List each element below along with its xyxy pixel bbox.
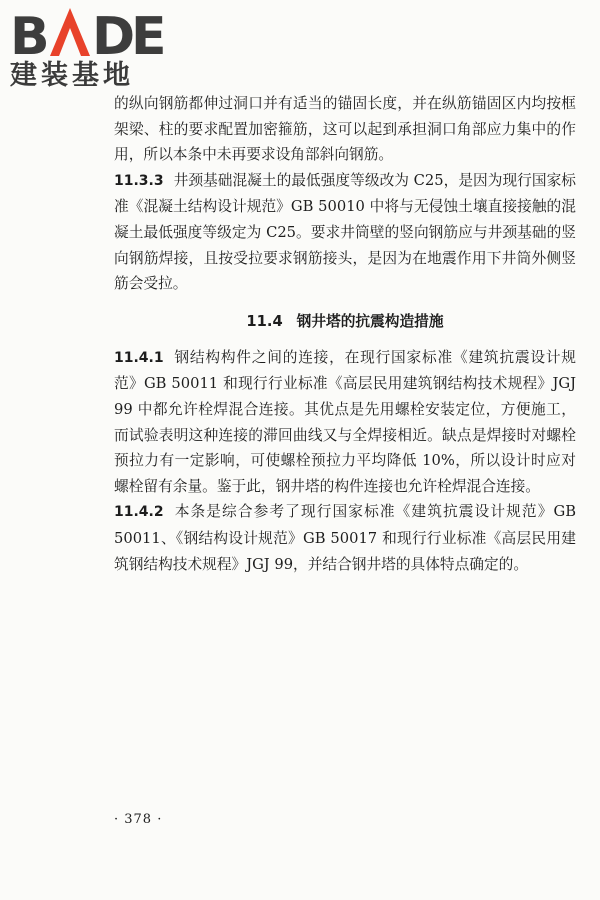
section-heading — [114, 309, 576, 335]
clause-number: 11.3.3 — [114, 172, 164, 189]
svg-text:D: D — [92, 7, 135, 60]
logo-brand-glyphs — [10, 6, 180, 60]
clause-11-4-1 — [114, 345, 576, 500]
clause-number: 11.4.1 — [114, 349, 164, 366]
clause-text: 井颈基础混凝土的最低强度等级改为 C25，是因为现行国家标准《混凝土结构设计规范》GB 50010 中将与无侵蚀土壤直接接触的混凝土最低强度等级定为 C25。要求井筒壁的竖向钢筋应与井颈基础的竖向钢筋焊接，且按受拉要求钢筋接头，是因为在地震作用下井筒外侧竖筋会受拉。 — [114, 171, 576, 293]
clause-text: 钢结构构件之间的连接，在现行国家标准《建筑抗震设计规范》GB 50011 和现行行业标准《高层民用建筑钢结构技术规程》JGJ 99 中都允许栓焊混合连接。其优点是先用螺栓安装定位，方便施工，而试验表明这种连接的滞回曲线又与全焊接相近。缺点是焊接时对螺栓预拉力有一定影响，可使螺栓预拉力平均降低 10%，所以设计时应对螺栓留有余量。鉴于此，钢井塔的构件连接也允许栓焊混合连接。 — [114, 348, 576, 495]
clause-text: 本条是综合参考了现行国家标准《建筑抗震设计规范》GB 50011、《钢结构设计规范》GB 50017 和现行行业标准《高层民用建筑钢结构技术规程》JGJ 99，并结合钢井塔的具体特点确定的。 — [114, 503, 576, 573]
logo-chinese-text: 建装基地 — [10, 60, 134, 91]
logo-triangle-a — [50, 8, 90, 56]
clause-11-4-2 — [114, 499, 576, 577]
document-body — [114, 91, 576, 577]
paragraph-continuation: 的纵向钢筋都伸过洞口并有适当的锚固长度，并在纵筋锚固区内均按框架梁、柱的要求配置加密箍筋，这可以起到承担洞口角部应力集中的作用，所以本条中未再要求设角部斜向钢筋。 — [114, 95, 576, 164]
section-number: 11.4 — [246, 312, 283, 330]
svg-text:E: E — [131, 7, 166, 60]
clause-11-3-3 — [114, 168, 576, 297]
logo-brand-mark — [10, 6, 180, 60]
svg-text:B: B — [10, 7, 49, 60]
page-number: · 378 · — [114, 812, 163, 827]
section-title: 钢井塔的抗震构造措施 — [296, 312, 444, 330]
bade-logo — [10, 6, 180, 92]
clause-number: 11.4.2 — [114, 504, 164, 521]
